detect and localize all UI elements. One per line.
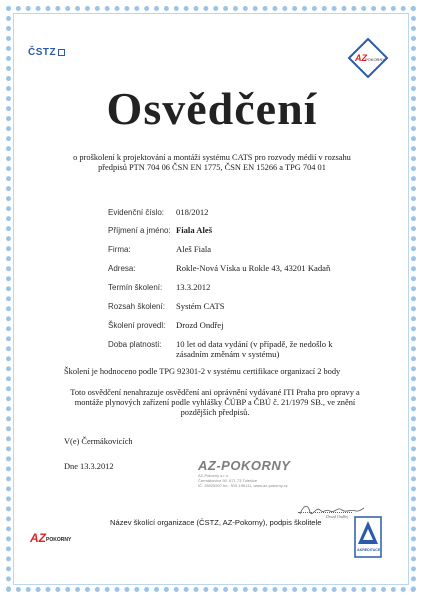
az-pokorny-logo-bottom: [28, 528, 72, 550]
signature-line: [298, 512, 352, 513]
cstz-mark-icon: [58, 49, 65, 56]
label-company: Firma:: [108, 245, 131, 254]
company-stamp: [198, 458, 318, 498]
az-pokorny-logo-top: [348, 38, 388, 78]
label-address: Adresa:: [108, 264, 136, 273]
accreditation-logo: [354, 516, 382, 558]
stamp-line-2: Čermákovice 50, 671 73 Tulešice: [198, 478, 258, 483]
az-top-text: AZ: [355, 53, 367, 63]
intro-text: o proškolení k projektování a montáži systému CATS pro rozvody médií v rozsahu předpisů PTN 704 06 ČSN EN 1775, ČSN EN 15266 a TPG 704 01: [73, 153, 351, 172]
date-text: Dne 13.3.2012: [64, 462, 114, 471]
evaluation-text: Školení je hodnoceno podle TPG 92301-2 v systému certifikace organizací 2 body: [64, 367, 341, 376]
accreditation-text: AKREDITACE: [357, 548, 381, 552]
cstz-logo-text: ČSTZ: [28, 47, 57, 58]
signature-name: Drozd Ondřej: [326, 514, 349, 519]
az-bottom-text: AZ: [30, 531, 46, 545]
label-training-date: Termín školení:: [108, 283, 163, 292]
label-trainer: Školení provedl:: [108, 321, 166, 330]
label-validity: Doba platnosti:: [108, 340, 162, 349]
value-trainer: Drozd Ondřej: [176, 320, 224, 330]
value-training-date: 13.3.2012: [176, 282, 211, 292]
label-training-scope: Rozsah školení:: [108, 302, 165, 311]
value-name: Fiala Aleš: [176, 225, 213, 235]
place-text: V(e) Čermákovicích: [64, 437, 133, 446]
value-registration-number: 018/2012: [176, 207, 209, 217]
value-validity: 10 let od data vydání (v případě, že nedošlo k zásadním změnám v systému): [176, 339, 333, 359]
az-top-sub-text: POKORNY: [365, 57, 386, 62]
az-bottom-sub-text: POKORNY: [46, 537, 72, 543]
stamp-brand: AZ-POKORNY: [198, 458, 291, 473]
footer-text: Název školící organizace (ČSTZ, AZ-Pokorny), podpis školitele: [110, 518, 322, 527]
cstz-logo: [28, 47, 68, 61]
certificate-title: Osvědčení: [106, 83, 318, 134]
value-address: Rokle-Nová Víska u Rokle 43, 43201 Kadaň: [176, 263, 331, 273]
stamp-line-3: IČ: 26925907 tel.: 515 196111, www.az-pokorny.cz: [198, 483, 288, 488]
disclaimer-text: Toto osvědčení nenahrazuje osvědčení ani oprávnění vydávané ITI Praha pro opravy a montáže plynových zařízení podle vyhlášky ČÚBP a ČBÚ č. 21/1979 SB., ve znění pozdějších předpisů.: [70, 388, 360, 417]
label-name: Příjmení a jméno:: [108, 226, 171, 235]
value-company: Aleš Fiala: [176, 244, 212, 254]
label-registration-number: Evidenční číslo:: [108, 208, 165, 217]
stamp-line-1: AZ-Pokorny s.r.o.: [198, 473, 229, 478]
value-training-scope: Systém CATS: [176, 301, 225, 311]
